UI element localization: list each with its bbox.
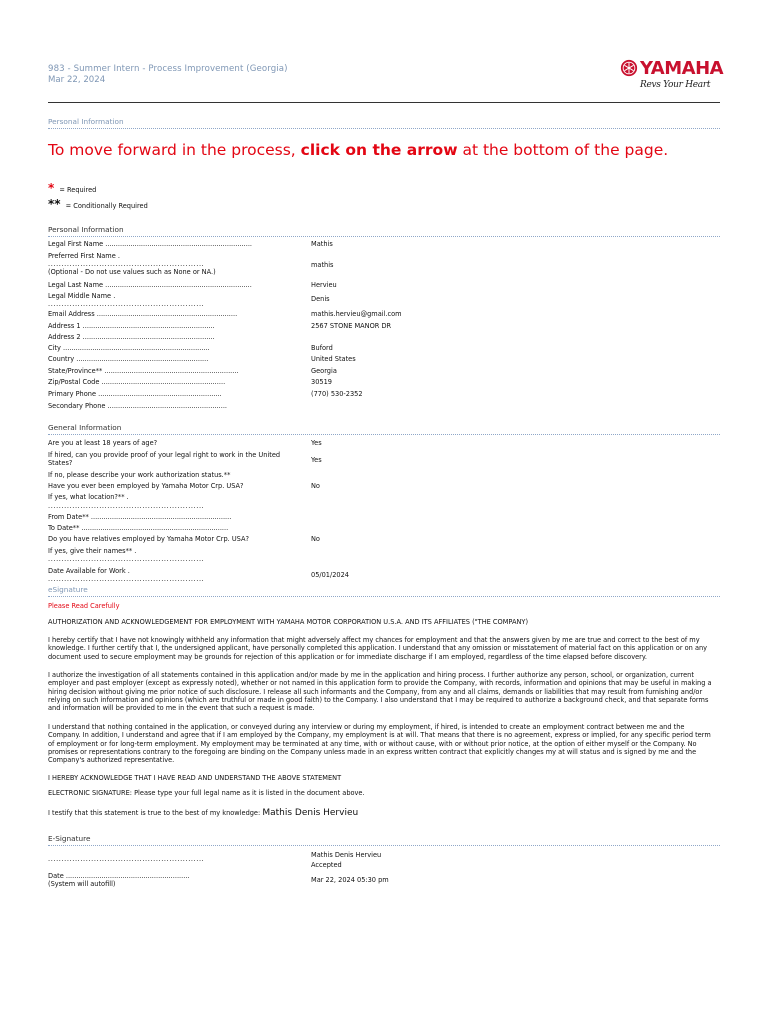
label-legal-middle-name: Legal Middle Name . [48, 292, 116, 300]
section-header-e-signature: E-Signature [48, 834, 720, 846]
section-header-personal: Personal Information [48, 117, 720, 129]
label-email: Email Address ................................................................... [48, 310, 238, 318]
question-employed: Have you ever been employed by Yamaha Motor Crp. USA? [48, 482, 244, 490]
value-primary-phone: (770) 530-2352 [311, 390, 363, 398]
label-preferred-first-name: Preferred First Name . [48, 252, 120, 260]
value-legal-middle-name: Denis [311, 295, 330, 303]
dot-leader: .......................................................... [48, 555, 205, 563]
label-address-1: Address 1 ............................................................... [48, 322, 215, 330]
instruction-headline: To move forward in the process, click on the arrow at the bottom of the page. [48, 141, 669, 159]
value-zip: 30519 [311, 378, 332, 386]
question-age: Are you at least 18 years of age? [48, 439, 158, 447]
label-signature-date: Date ........................................................... [48, 872, 190, 880]
label-country: Country ............................................................... [48, 355, 209, 363]
answer-date-available: 05/01/2024 [311, 571, 350, 579]
question-from-date: From Date** ................................................................... [48, 513, 232, 521]
dot-leader: .......................................................... [48, 575, 205, 583]
dot-leader: .......................................................... [48, 260, 205, 268]
signature-dot-leader: .......................................................... [48, 855, 205, 863]
required-legend: * = Required [48, 181, 97, 195]
answer-employed: No [311, 482, 320, 490]
question-relatives: Do you have relatives employed by Yamaha Motor Crp. USA? [48, 535, 249, 543]
dot-leader: .......................................................... [48, 502, 205, 510]
acknowledge-statement: I HEREBY ACKNOWLEDGE THAT I HAVE READ AND UNDERSTAND THE ABOVE STATEMENT [48, 774, 342, 782]
label-city: City ...................................................................... [48, 344, 210, 352]
label-secondary-phone: Secondary Phone ......................................................... [48, 402, 228, 410]
header-date: Mar 22, 2024 [48, 75, 106, 85]
investigation-paragraph: I authorize the investigation of all statements contained in this application and/or made by me in the application and hiring process. I further authorize any person, school, or organization, current employer and past employer (except as expressly noted), whether or not named in this application form to provide the Company, with records, information and opinions that may be useful in making a hiring decision without giving me prior notice of such disclosure. I release all such informants and the Company, from any and all claims, demands or liabilities that may result from furnishing and/or relying on such information and opinions (which are truthful or made in good faith) to the Company. I also understand that I may be required to authorize a background check, and that separate forms and information will be provided to me in the event that such a request is made. [48, 671, 712, 713]
typed-signature-name: Mathis Denis Hervieu [262, 808, 359, 818]
yamaha-logo [620, 58, 724, 98]
value-country: United States [311, 355, 356, 363]
question-location: If yes, what location?** . [48, 493, 129, 501]
value-legal-last-name: Hervieu [311, 281, 337, 289]
section-header-personal-info: Personal Information [48, 225, 720, 237]
value-city: Buford [311, 344, 333, 352]
testify-statement: I testify that this statement is true to the best of my knowledge: Mathis Denis Hervieu [48, 808, 359, 818]
logo-tagline: Revs Your Heart [640, 80, 711, 90]
question-date-available: Date Available for Work . [48, 567, 130, 575]
note-preferred-name: (Optional - Do not use values such as None or NA.) [48, 268, 216, 276]
answer-relatives: No [311, 535, 320, 543]
logo-wordmark: YAMAHA [640, 58, 724, 79]
authorization-heading: AUTHORIZATION AND ACKNOWLEDGEMENT FOR EMPLOYMENT WITH YAMAHA MOTOR CORPORATION U.S.A. AND ITS AFFILIATES ("THE COMPANY) [48, 618, 529, 626]
signature-status: Accepted [311, 861, 342, 869]
dot-leader: .......................................................... [48, 300, 205, 308]
section-header-general-info: General Information [48, 423, 720, 435]
read-carefully-warning: Please Read Carefully [48, 602, 120, 610]
job-title: 983 - Summer Intern - Process Improvement (Georgia) [48, 64, 288, 74]
value-state: Georgia [311, 367, 337, 375]
value-email: mathis.hervieu@gmail.com [311, 310, 402, 318]
question-to-date: To Date** ...................................................................... [48, 524, 229, 532]
section-header-esignature: eSignature [48, 585, 720, 597]
date-autofill-note: (System will autofill) [48, 880, 116, 888]
question-relative-names: If yes, give their names** . [48, 547, 137, 555]
value-address-1: 2567 STONE MANOR DR [311, 322, 392, 330]
label-legal-first-name: Legal First Name ...................................................................... [48, 240, 253, 248]
label-legal-last-name: Legal Last Name ...................................................................... [48, 281, 252, 289]
value-legal-first-name: Mathis [311, 240, 333, 248]
signature-date-value: Mar 22, 2024 05:30 pm [311, 876, 389, 884]
header-divider [48, 102, 720, 103]
label-zip: Zip/Postal Code ........................................................... [48, 378, 226, 386]
question-auth-status: If no, please describe your work authorization status.** [48, 471, 231, 479]
at-will-paragraph: I understand that nothing contained in the application, or conveyed during any interview or during my employment, if hired, is intended to create an employment contract between me and the Company. In addition, I understand and agree that if I am employed by the Company, my employment is at will. That means that there is no agreement, express or implied, for any specific period term of employment or for long-term employment. My employment may be terminated at any time, with or without cause, with or without prior notice, at the option of either myself or the Company. No promises or representations contrary to the foregoing are binding on the Company unless made in an express written contract that explicitly changes my at will status and is signed by me and the Company's authorized representative. [48, 723, 711, 765]
answer-proof: Yes [311, 456, 322, 464]
electronic-signature-instruction: ELECTRONIC SIGNATURE: Please type your full legal name as it is listed in the document above. [48, 789, 365, 797]
label-state: State/Province** ................................................................ [48, 367, 239, 375]
label-primary-phone: Primary Phone ........................................................... [48, 390, 222, 398]
answer-age: Yes [311, 439, 322, 447]
question-proof: If hired, can you provide proof of your legal right to work in the United States? [48, 451, 281, 467]
label-address-2: Address 2 ............................................................... [48, 333, 215, 341]
value-preferred-first-name: mathis [311, 261, 334, 269]
conditional-legend: ** = Conditionally Required [48, 197, 148, 211]
tuning-fork-emblem-icon [620, 59, 638, 77]
headline-emphasis: click on the arrow [300, 141, 458, 159]
certification-paragraph: I hereby certify that I have not knowingly withheld any information that might adversely affect my chances for employment and that the answers given by me are true and correct to the best of my knowledge. I further certify that I, the undersigned applicant, have personally completed this application. I understand that any omission or misstatement of material fact on this application or on any document used to secure employment may be grounds for rejection of this application or for immediate discharge if I am employed, regardless of the time elapsed before discovery. [48, 636, 708, 661]
signer-name: Mathis Denis Hervieu [311, 851, 382, 859]
